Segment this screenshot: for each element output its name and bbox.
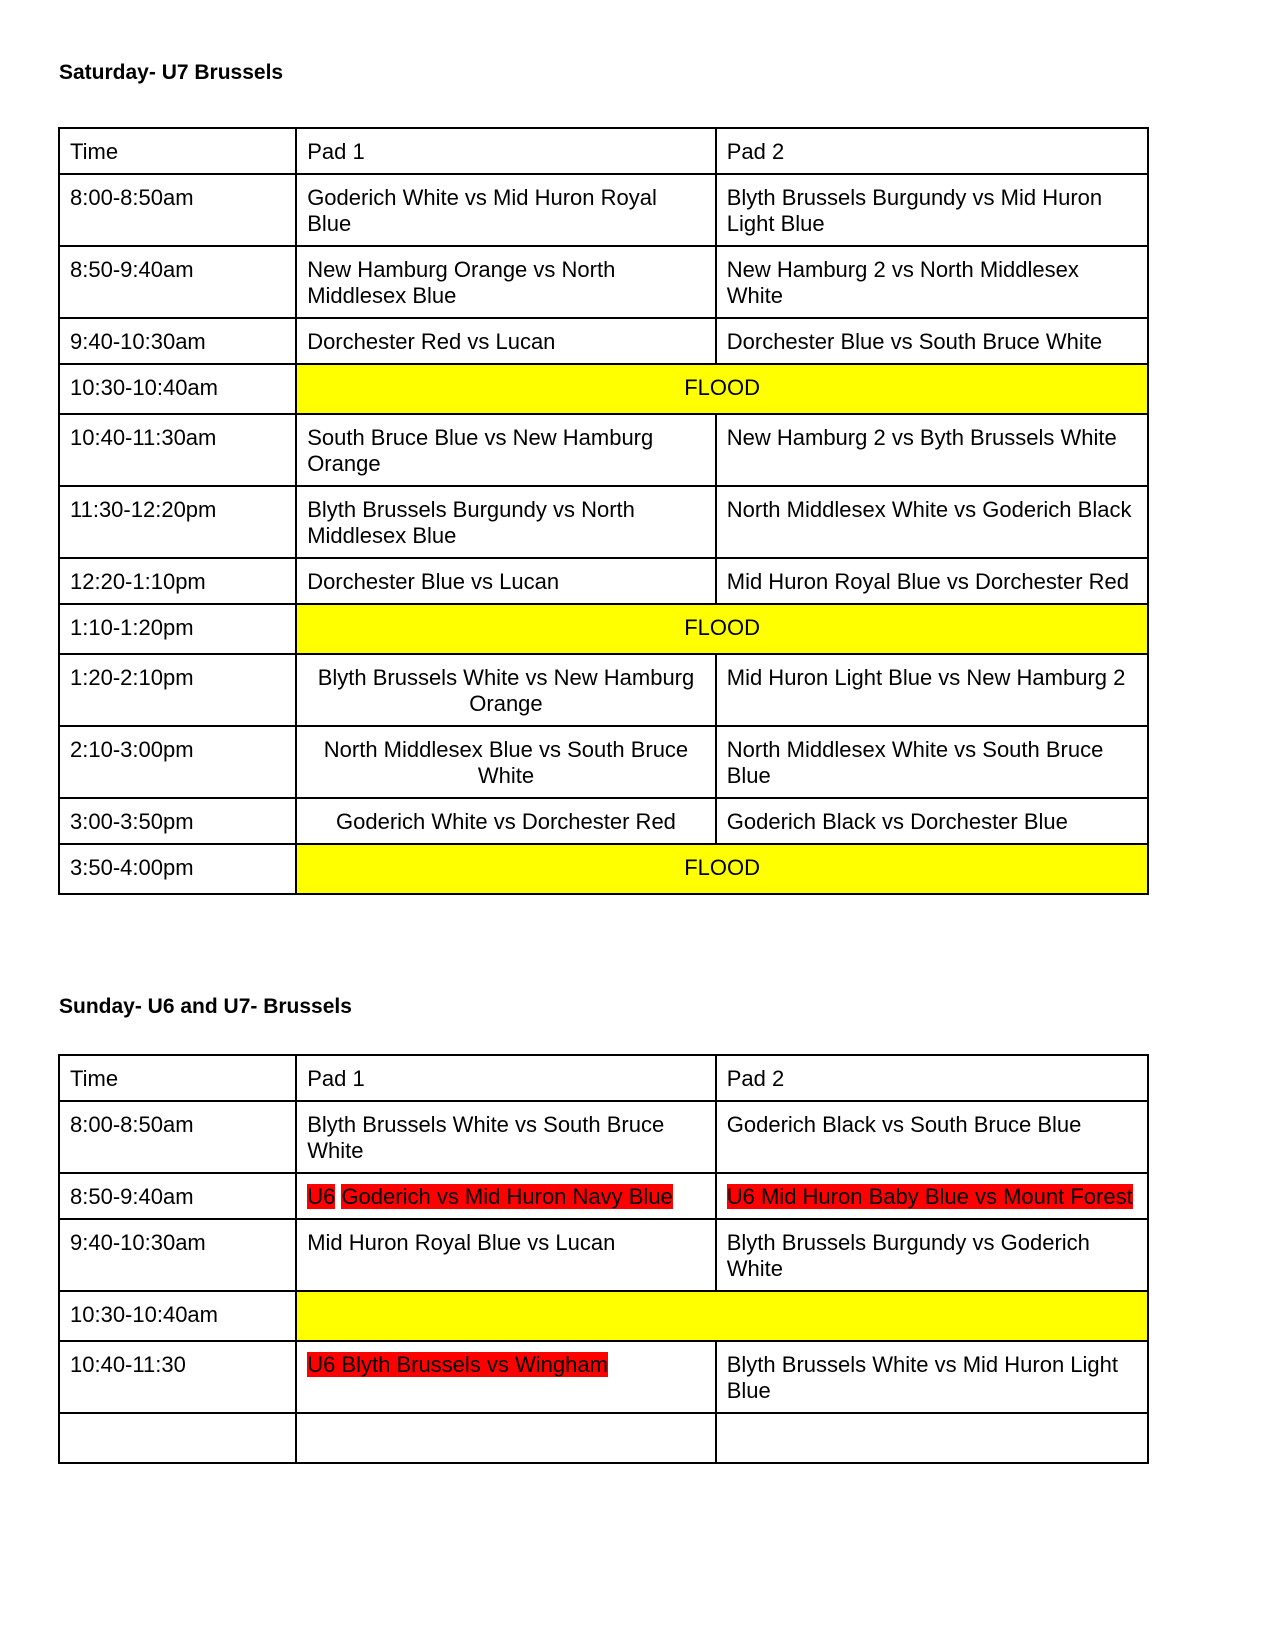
u6-highlight: U6 Mid Huron Baby Blue vs Mount Forest: [726, 1184, 1133, 1209]
table-row: [59, 1101, 1148, 1173]
table-row: [59, 726, 1148, 798]
pad-2-game: Mid Huron Royal Blue vs Dorchester Red: [716, 558, 1148, 604]
header-pad-2: Pad 2: [716, 128, 1148, 174]
flood-cell: FLOOD: [296, 604, 1148, 654]
time-cell: 10:30-10:40am: [59, 364, 296, 414]
pad-2-game: New Hamburg 2 vs North Middlesex White: [716, 246, 1148, 318]
pad-2-game: Blyth Brussels Burgundy vs Goderich White: [716, 1219, 1148, 1291]
time-cell: 10:40-11:30: [59, 1341, 296, 1413]
sunday-schedule-table: [58, 1054, 1149, 1464]
pad-2-game: Mid Huron Light Blue vs New Hamburg 2: [716, 654, 1148, 726]
pad-2-game: [716, 1413, 1148, 1463]
pad-1-game: Dorchester Blue vs Lucan: [296, 558, 716, 604]
time-cell: 10:40-11:30am: [59, 414, 296, 486]
pad-1-game: [296, 1173, 716, 1219]
header-time: Time: [59, 128, 296, 174]
table-row: [59, 1173, 1148, 1219]
table-row: [59, 414, 1148, 486]
pad-1-game: North Middlesex Blue vs South Bruce White: [296, 726, 716, 798]
u6-highlight: Goderich vs Mid Huron Navy Blue: [341, 1184, 673, 1209]
table-row: [59, 486, 1148, 558]
time-cell: 2:10-3:00pm: [59, 726, 296, 798]
pad-1-game: [296, 1341, 716, 1413]
flood-cell: FLOOD: [296, 844, 1148, 894]
saturday-heading: Saturday- U7 Brussels: [59, 61, 284, 84]
pad-1-game: South Bruce Blue vs New Hamburg Orange: [296, 414, 716, 486]
flood-row: [59, 844, 1148, 894]
pad-2-game: Goderich Black vs Dorchester Blue: [716, 798, 1148, 844]
time-cell: 3:00-3:50pm: [59, 798, 296, 844]
pad-1-game: Blyth Brussels White vs New Hamburg Orange: [296, 654, 716, 726]
pad-2-game: New Hamburg 2 vs Byth Brussels White: [716, 414, 1148, 486]
pad-1-game: [296, 1413, 716, 1463]
table-row: [59, 1341, 1148, 1413]
u6-highlight: U6: [307, 1184, 336, 1209]
pad-2-game: North Middlesex White vs Goderich Black: [716, 486, 1148, 558]
table-row: [59, 318, 1148, 364]
time-cell: 12:20-1:10pm: [59, 558, 296, 604]
pad-1-game: Blyth Brussels White vs South Bruce White: [296, 1101, 716, 1173]
pad-2-game: [716, 1173, 1148, 1219]
table-row: [59, 654, 1148, 726]
time-cell: 9:40-10:30am: [59, 318, 296, 364]
table-row: [59, 1413, 1148, 1463]
pad-1-game: Goderich White vs Mid Huron Royal Blue: [296, 174, 716, 246]
pad-2-game: Goderich Black vs South Bruce Blue: [716, 1101, 1148, 1173]
table-row: [59, 558, 1148, 604]
sunday-heading: Sunday- U6 and U7- Brussels: [59, 995, 352, 1018]
table-row: [59, 174, 1148, 246]
header-time: Time: [59, 1055, 296, 1101]
pad-1-game: Mid Huron Royal Blue vs Lucan: [296, 1219, 716, 1291]
table-row: [59, 798, 1148, 844]
pad-2-game: Blyth Brussels Burgundy vs Mid Huron Light Blue: [716, 174, 1148, 246]
time-cell: 1:20-2:10pm: [59, 654, 296, 726]
pad-1-game: Blyth Brussels Burgundy vs North Middlesex Blue: [296, 486, 716, 558]
time-cell: 3:50-4:00pm: [59, 844, 296, 894]
time-cell: 8:50-9:40am: [59, 246, 296, 318]
time-cell: [59, 1413, 296, 1463]
time-cell: 8:50-9:40am: [59, 1173, 296, 1219]
flood-row: [59, 364, 1148, 414]
time-cell: 9:40-10:30am: [59, 1219, 296, 1291]
header-pad-2: Pad 2: [716, 1055, 1148, 1101]
pad-1-game: Dorchester Red vs Lucan: [296, 318, 716, 364]
time-cell: 1:10-1:20pm: [59, 604, 296, 654]
pad-2-game: Blyth Brussels White vs Mid Huron Light Blue: [716, 1341, 1148, 1413]
time-cell: 8:00-8:50am: [59, 174, 296, 246]
header-pad-1: Pad 1: [296, 1055, 716, 1101]
pad-1-game: Goderich White vs Dorchester Red: [296, 798, 716, 844]
flood-row: [59, 1291, 1148, 1341]
pad-2-game: North Middlesex White vs South Bruce Blue: [716, 726, 1148, 798]
flood-cell: [296, 1291, 1148, 1341]
table-header-row: [59, 1055, 1148, 1101]
time-cell: 10:30-10:40am: [59, 1291, 296, 1341]
table-row: [59, 246, 1148, 318]
table-header-row: [59, 128, 1148, 174]
time-cell: 8:00-8:50am: [59, 1101, 296, 1173]
saturday-schedule-table: [58, 127, 1149, 895]
header-pad-1: Pad 1: [296, 128, 716, 174]
table-row: [59, 1219, 1148, 1291]
pad-2-game: Dorchester Blue vs South Bruce White: [716, 318, 1148, 364]
time-cell: 11:30-12:20pm: [59, 486, 296, 558]
flood-cell: FLOOD: [296, 364, 1148, 414]
u6-highlight: U6 Blyth Brussels vs Wingham: [307, 1352, 608, 1377]
flood-row: [59, 604, 1148, 654]
pad-1-game: New Hamburg Orange vs North Middlesex Blue: [296, 246, 716, 318]
